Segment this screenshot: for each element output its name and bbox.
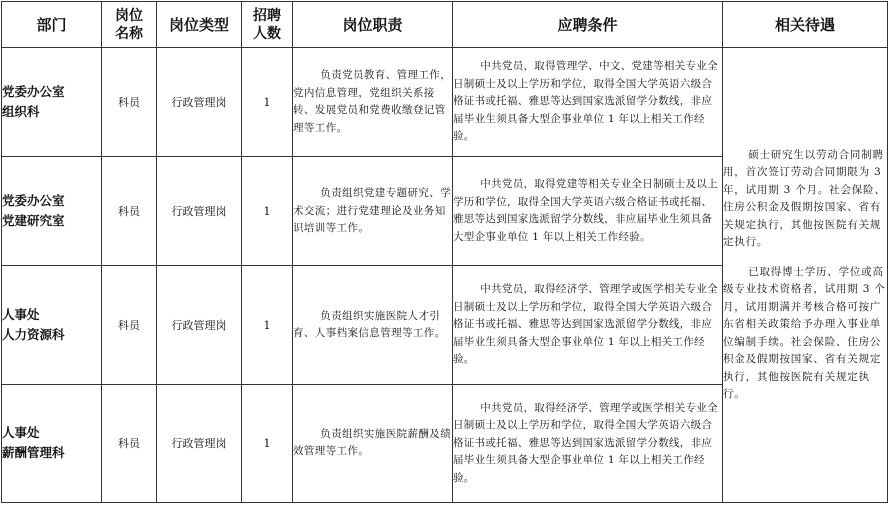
header-dept: 部门 xyxy=(2,2,102,48)
header-position-type: 岗位类型 xyxy=(157,2,242,48)
requirements-cell: 中共党员，取得经济学、管理学或医学相关专业全日制硕士及以上学历和学位，取得全国大学英语六级合格证书或托福、雅思等达到国家选派留学分数线，非应届毕业生须具备大型企事业单位 1 年以上相关工作经验。 xyxy=(453,266,723,384)
duty-cell: 负责组织实施医院人才引育、人事档案信息管理等工作。 xyxy=(293,266,453,384)
count-cell: 1 xyxy=(242,48,293,157)
duty-cell: 负责组织实施医院薪酬及绩效管理等工作。 xyxy=(293,384,453,502)
position-cell: 科员 xyxy=(102,266,157,384)
count-cell: 1 xyxy=(242,157,293,266)
header-duty: 岗位职责 xyxy=(293,2,453,48)
header-position-name xyxy=(102,2,157,48)
benefits-cell xyxy=(723,48,888,503)
type-cell: 行政管理岗 xyxy=(157,157,242,266)
position-cell: 科员 xyxy=(102,48,157,157)
duty-cell: 负责党员教育、管理工作，党内信息管理，党组织关系接转、发展党员和党费收缴登记管理等工作。 xyxy=(293,48,453,157)
requirements-cell: 中共党员，取得管理学、中文、党建等相关专业全日制硕士及以上学历和学位，取得全国大学英语六级合格证书或托福、雅思等达到国家选派留学分数线，非应届毕业生须具备大型企事业单位 1 年以上相关工作经验。 xyxy=(453,48,723,157)
benefits-paragraph-doctor: 已取得博士学历、学位或高级专业技术资格者，试用期 3 个月，试用期满并考核合格可按广东省相关政策给予办理入事业单位编制手续。社会保险、住房公积金及假期按国家、省有关规定执行，其他按医院有关规定执行。 xyxy=(723,265,886,401)
header-recruit-count xyxy=(242,2,293,48)
header-recruit-count-line1: 招聘 xyxy=(253,7,281,24)
duty-cell: 负责组织党建专题研究、学术交流；进行党建理论及业务知识培训等工作。 xyxy=(293,157,453,266)
dept-line1: 人事处 xyxy=(2,425,40,441)
requirements-cell: 中共党员，取得经济学、管理学或医学相关专业全日制硕士及以上学历和学位，取得全国大学英语六级合格证书或托福、雅思等达到国家选派留学分数线，非应届毕业生须具备大型企事业单位 1 年以上相关工作经验。 xyxy=(453,384,723,502)
recruitment-table xyxy=(1,1,888,503)
type-cell: 行政管理岗 xyxy=(157,384,242,502)
dept-cell xyxy=(2,266,102,384)
position-cell: 科员 xyxy=(102,157,157,266)
benefits-paragraph-master: 硕士研究生以劳动合同制聘用，首次签订劳动合同期限为 3 年，试用期 3 个月。社会保险、住房公积金及假期按国家、省有关规定执行，其他按医院有关规定执行。 xyxy=(723,148,886,249)
header-recruit-count-line2: 人数 xyxy=(253,25,281,42)
dept-line2: 人力资源科 xyxy=(2,327,65,343)
header-row xyxy=(2,2,888,48)
requirements-cell: 中共党员，取得党建等相关专业全日制硕士及以上学历和学位，取得全国大学英语六级合格证书或托福、雅思等达到国家选派留学分数线，非应届毕业生须具备大型企事业单位 1 年以上相关工作经验。 xyxy=(453,157,723,266)
count-cell: 1 xyxy=(242,384,293,502)
dept-line1: 人事处 xyxy=(2,307,40,323)
type-cell: 行政管理岗 xyxy=(157,48,242,157)
header-benefits: 相关待遇 xyxy=(723,2,888,48)
dept-cell xyxy=(2,157,102,266)
header-position-name-line1: 岗位 xyxy=(115,7,143,24)
dept-line1: 党委办公室 xyxy=(2,84,65,100)
count-cell: 1 xyxy=(242,266,293,384)
dept-cell xyxy=(2,384,102,502)
table-row xyxy=(2,48,888,157)
dept-line2: 组织科 xyxy=(2,104,40,120)
header-position-name-line2: 名称 xyxy=(115,25,143,42)
dept-line2: 党建研究室 xyxy=(2,213,65,229)
position-cell: 科员 xyxy=(102,384,157,502)
dept-line1: 党委办公室 xyxy=(2,193,65,209)
header-requirements: 应聘条件 xyxy=(453,2,723,48)
dept-cell xyxy=(2,48,102,157)
dept-line2: 薪酬管理科 xyxy=(2,445,65,461)
type-cell: 行政管理岗 xyxy=(157,266,242,384)
